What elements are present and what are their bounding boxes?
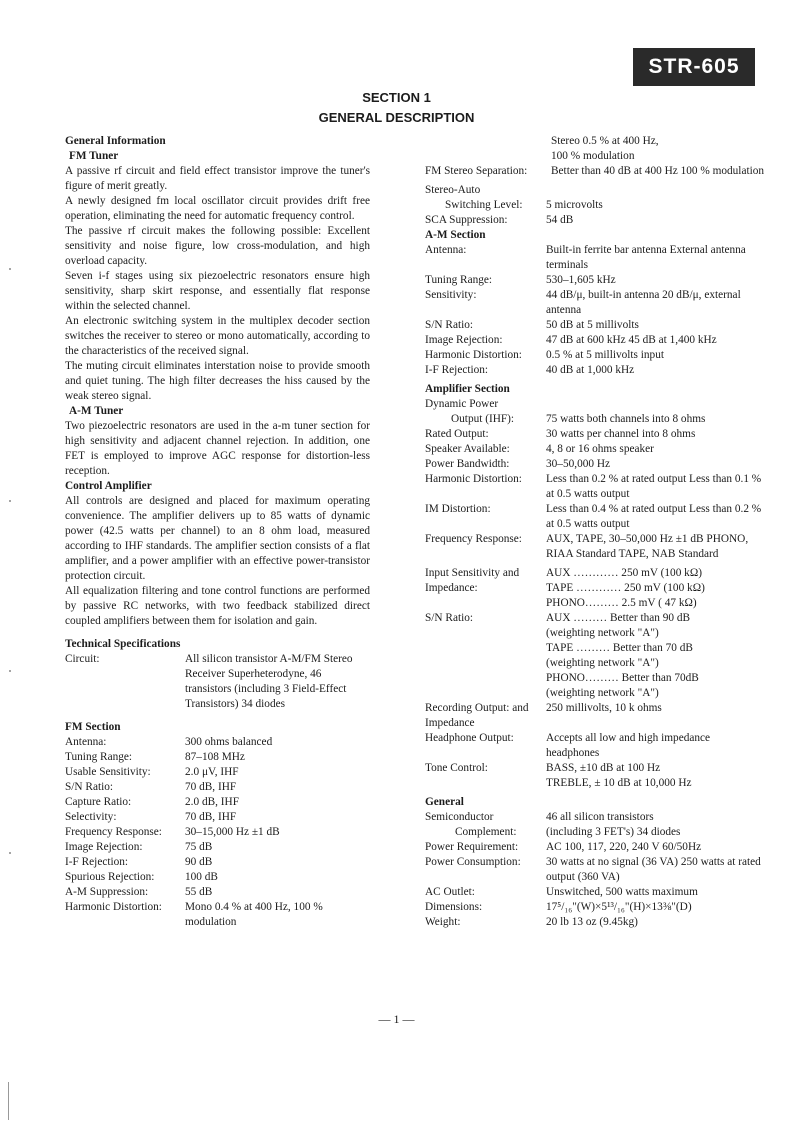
spec-value: AUX ……… Better than 90 dB — [546, 612, 691, 624]
fm-paragraph: The passive rf circuit makes the following possible: Excellent sensitivity and noise figure, low cross-modulation, and high overload capacity. — [65, 225, 370, 267]
spec-label: A-M Suppression: — [65, 886, 149, 898]
control-paragraph: All equalization filtering and tone control functions are performed by passive RC networks, with two feedback stabilized direct coupled amplifiers between them for isolation and gain. — [65, 585, 370, 627]
spec-row — [425, 731, 765, 761]
spec-label: Power Bandwidth: — [425, 458, 510, 470]
spec-value: 300 ohms balanced — [185, 736, 273, 748]
spec-row-circuit — [65, 652, 370, 712]
spec-row-sn-ratio — [425, 611, 765, 701]
spec-value: Mono 0.4 % at 400 Hz, 100 % modulation — [185, 901, 323, 928]
spec-row — [65, 810, 370, 825]
spec-value: 44 dB/μ, built-in antenna 20 dB/μ, external antenna — [546, 289, 741, 316]
dyn-power-label: Dynamic Power — [425, 398, 499, 410]
spec-value: 20 lb 13 oz (9.45kg) — [546, 916, 638, 928]
spec-value-group — [546, 761, 765, 791]
spec-row — [65, 885, 370, 900]
spec-value: 70 dB, IHF — [185, 781, 237, 793]
spec-label: Rated Output: — [425, 428, 489, 440]
spec-label: S/N Ratio: — [425, 612, 474, 624]
section-title: GENERAL DESCRIPTION — [318, 110, 475, 125]
stereo-auto-label: Stereo-Auto — [425, 184, 481, 196]
spec-row — [65, 825, 370, 840]
spec-label: S/N Ratio: — [65, 781, 114, 793]
spec-row-tone — [425, 761, 765, 791]
spec-row — [65, 795, 370, 810]
spec-value: 530–1,605 kHz — [546, 274, 616, 286]
spec-value: AC 100, 117, 220, 240 V 60/50Hz — [546, 841, 702, 853]
spec-label: Harmonic Distortion: — [425, 473, 522, 485]
spec-value: 40 dB at 1,000 kHz — [546, 364, 635, 376]
spec-value: 30–15,000 Hz ±1 dB — [185, 826, 280, 838]
spec-row — [425, 213, 765, 228]
spec-label: Capture Ratio: — [65, 796, 132, 808]
spec-row — [425, 243, 765, 273]
am-tuner-heading: A-M Tuner — [69, 405, 124, 417]
spec-row — [65, 900, 370, 930]
spec-value: AUX ………… 250 mV (100 kΩ) — [546, 567, 702, 579]
spec-label: S/N Ratio: — [425, 319, 474, 331]
spec-row — [425, 288, 765, 318]
spec-label: Weight: — [425, 916, 461, 928]
spec-row — [65, 750, 370, 765]
spec-value: 50 dB at 5 millivolts — [546, 319, 639, 331]
fm-paragraph: The muting circuit eliminates interstation noise to provide smooth and quiet tuning. The high filter decreases the hiss caused by the weak stereo signal. — [65, 360, 370, 402]
fm-paragraph: Seven i-f stages using six piezoelectric resonators ensure high sensitivity, sharp skirt response, and essentially flat response within the selected channel. — [65, 270, 370, 312]
scan-mark — [9, 268, 11, 270]
spec-label: Dimensions: — [425, 901, 483, 913]
spec-value: AUX, TAPE, 30–50,000 Hz ±1 dB PHONO, RIAA Standard TAPE, NAB Standard — [546, 533, 749, 560]
spec-row — [425, 855, 765, 885]
spec-label: Circuit: — [65, 653, 100, 665]
spec-label: Frequency Response: — [65, 826, 162, 838]
spec-row — [65, 780, 370, 795]
spec-row — [425, 164, 765, 179]
spec-value: 46 all silicon transistors — [546, 811, 654, 823]
spec-value: Less than 0.2 % at rated output Less than 0.1 % at 0.5 watts output — [546, 473, 762, 500]
spec-row — [65, 855, 370, 870]
spec-label: Output (IHF): — [451, 413, 515, 425]
spec-value: (weighting network "A") — [546, 687, 659, 699]
spec-row — [65, 870, 370, 885]
spec-label: Usable Sensitivity: — [65, 766, 151, 778]
spec-row — [425, 900, 765, 915]
spec-value: 2.0 μV, IHF — [185, 766, 239, 778]
am-section-heading: A-M Section — [425, 229, 486, 241]
spec-value: 54 dB — [546, 214, 574, 226]
spec-row-input-sensitivity — [425, 566, 765, 611]
spec-row — [425, 840, 765, 855]
spec-label: Power Requirement: — [425, 841, 519, 853]
spec-value-group — [546, 566, 765, 611]
spec-label: Headphone Output: — [425, 732, 514, 744]
spec-value: 87–108 MHz — [185, 751, 245, 763]
scan-mark — [9, 852, 11, 854]
spec-value: 47 dB at 600 kHz 45 dB at 1,400 kHz — [546, 334, 717, 346]
spec-value: (weighting network "A") — [546, 627, 659, 639]
spec-label: Tuning Range: — [65, 751, 133, 763]
spec-value-group — [546, 611, 765, 701]
spec-label: Frequency Response: — [425, 533, 522, 545]
right-column — [425, 134, 765, 930]
fm-section-heading: FM Section — [65, 721, 121, 733]
spec-value: Less than 0.4 % at rated output Less than 0.2 % at 0.5 watts output — [546, 503, 762, 530]
spec-label: I-F Rejection: — [65, 856, 129, 868]
spec-label: Complement: — [455, 826, 517, 838]
fm-paragraph: A newly designed fm local oscillator circuit provides drift free operation, eliminating the need for automatic frequency control. — [65, 195, 370, 222]
spec-value: 0.5 % at 5 millivolts input — [546, 349, 664, 361]
spec-row — [425, 427, 765, 442]
spec-label: I-F Rejection: — [425, 364, 489, 376]
spec-label: Tone Control: — [425, 762, 488, 774]
spec-value: 90 dB — [185, 856, 213, 868]
spec-value: (weighting network "A") — [546, 657, 659, 669]
control-paragraph: All controls are designed and placed for maximum operating convenience. The amplifier delivers up to 85 watts of dynamic power (42.5 watts per channel) to an 8 ohm load, measured according to IHF standards. The amplifier section consists of a flat amplifier, and a power amplifier with an effective power-transistor protection circuit. — [65, 495, 370, 582]
spec-row — [425, 412, 765, 427]
spec-value: 100 dB — [185, 871, 218, 883]
spec-label: AC Outlet: — [425, 886, 475, 898]
general-heading: General — [425, 796, 464, 808]
spec-row — [425, 825, 765, 840]
spec-row — [425, 701, 765, 731]
spec-value: Built-in ferrite bar antenna External antenna terminals — [546, 244, 746, 271]
spec-label: Sensitivity: — [425, 289, 477, 301]
spec-row — [65, 765, 370, 780]
spec-value: PHONO……… Better than 70dB — [546, 672, 699, 684]
scan-mark — [9, 500, 11, 502]
spec-value: 2.0 dB, IHF — [185, 796, 239, 808]
spec-value: All silicon transistor A-M/FM Stereo Receiver Superheterodyne, 46 transistors (including 3 Field-Effect Transistors) 34 diodes — [185, 653, 353, 710]
left-column — [65, 134, 370, 930]
spec-label: FM Stereo Separation: — [425, 165, 528, 177]
spec-label: Harmonic Distortion: — [425, 349, 522, 361]
spec-value: 30 watts per channel into 8 ohms — [546, 428, 696, 440]
spec-value: (including 3 FET's) 34 diodes — [546, 826, 681, 838]
spec-row — [65, 735, 370, 750]
spec-value: 75 dB — [185, 841, 213, 853]
spec-value: TREBLE, ± 10 dB at 10,000 Hz — [546, 777, 692, 789]
tech-spec-heading: Technical Specifications — [65, 638, 181, 650]
section-number: SECTION 1 — [362, 90, 431, 105]
spec-row — [425, 348, 765, 363]
spec-value: 30–50,000 Hz — [546, 458, 611, 470]
page-number: — 1 — — [378, 1012, 415, 1026]
fm-paragraph: An electronic switching system in the multiplex decoder section switches the receiver to stereo or mono automatically, according to the characteristics of the received signal. — [65, 315, 370, 357]
spec-label: Input Sensitivity and Impedance: — [425, 567, 520, 594]
spec-value: BASS, ±10 dB at 100 Hz — [546, 762, 661, 774]
spec-row — [425, 318, 765, 333]
spec-row — [425, 442, 765, 457]
spec-value: PHONO……… 2.5 mV ( 47 kΩ) — [546, 597, 697, 609]
spec-label: Image Rejection: — [65, 841, 143, 853]
spec-value: TAPE ………… 250 mV (100 kΩ) — [546, 582, 705, 594]
scan-edge-line — [8, 1082, 9, 1120]
spec-row — [425, 363, 765, 378]
fm-tuner-heading: FM Tuner — [69, 150, 119, 162]
stereo-distortion-cont: 100 % modulation — [551, 150, 635, 162]
spec-row — [425, 198, 765, 213]
spec-value: Accepts all low and high impedance headphones — [546, 732, 711, 759]
spec-value: 4, 8 or 16 ohms speaker — [546, 443, 654, 455]
spec-row — [425, 915, 765, 930]
spec-label: SCA Suppression: — [425, 214, 508, 226]
spec-value: Unswitched, 500 watts maximum — [546, 886, 698, 898]
spec-label: IM Distortion: — [425, 503, 491, 515]
spec-value: Better than 40 dB at 400 Hz 100 % modulation — [551, 165, 765, 177]
spec-value: 70 dB, IHF — [185, 811, 237, 823]
spec-value: TAPE ……… Better than 70 dB — [546, 642, 693, 654]
spec-row — [425, 333, 765, 348]
amp-section-heading: Amplifier Section — [425, 383, 510, 395]
spec-row — [425, 273, 765, 288]
am-paragraph: Two piezoelectric resonators are used in the a-m tuner section for high sensitivity and adjacent channel rejection. In addition, one FET is employed to improve AGC response for distortion-less reception. — [65, 420, 370, 477]
spec-row — [425, 457, 765, 472]
spec-label: Antenna: — [425, 244, 467, 256]
stereo-distortion-cont: Stereo 0.5 % at 400 Hz, — [551, 135, 659, 147]
spec-row — [425, 472, 765, 502]
spec-value: 30 watts at no signal (36 VA) 250 watts at rated output (360 VA) — [546, 856, 761, 883]
spec-value: 5 microvolts — [546, 199, 603, 211]
spec-row — [425, 532, 765, 562]
spec-label: Speaker Available: — [425, 443, 510, 455]
spec-label: Antenna: — [65, 736, 107, 748]
spec-label: Tuning Range: — [425, 274, 493, 286]
spec-label: Power Consumption: — [425, 856, 521, 868]
spec-label: Semiconductor — [425, 811, 494, 823]
spec-label: Recording Output: and Impedance — [425, 702, 529, 729]
spec-label: Image Rejection: — [425, 334, 503, 346]
spec-value: 17⁵/₁₆"(W)×5¹³/₁₆"(H)×13⅜"(D) — [546, 901, 692, 913]
fm-paragraph: A passive rf circuit and field effect transistor improve the tuner's figure of merit greatly. — [65, 165, 370, 192]
spec-row — [425, 810, 765, 825]
spec-value: 75 watts both channels into 8 ohms — [546, 413, 706, 425]
spec-label: Selectivity: — [65, 811, 117, 823]
spec-value: 250 millivolts, 10 k ohms — [546, 702, 662, 714]
general-info-heading: General Information — [65, 135, 166, 147]
control-amp-heading: Control Amplifier — [65, 480, 152, 492]
scan-mark — [9, 670, 11, 672]
spec-label: Spurious Rejection: — [65, 871, 155, 883]
spec-value: 55 dB — [185, 886, 213, 898]
spec-row — [425, 502, 765, 532]
spec-row — [425, 885, 765, 900]
spec-label: Switching Level: — [445, 199, 523, 211]
spec-row — [65, 840, 370, 855]
model-badge: STR-605 — [633, 48, 755, 86]
spec-label: Harmonic Distortion: — [65, 901, 162, 913]
